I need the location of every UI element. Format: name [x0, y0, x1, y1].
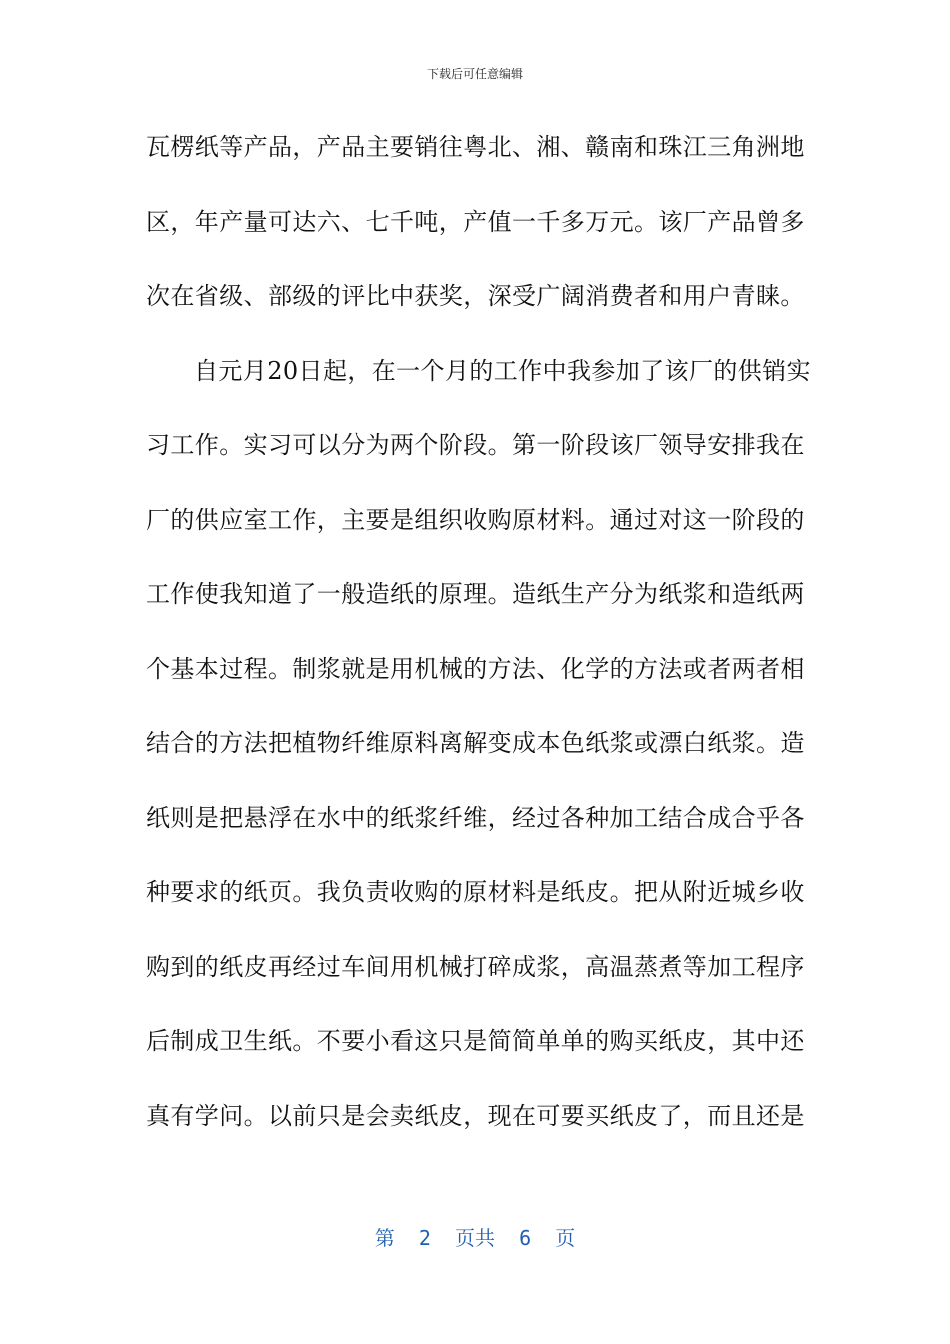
text-line: 次在省级、部级的评比中获奖，深受广阔消费者和用户青睐。: [146, 282, 805, 310]
page-header: 下载后可任意编辑: [426, 67, 523, 81]
paragraph-start-line: 自元月20日起，在一个月的工作中我参加了该厂的供销实: [194, 356, 811, 385]
page-number-footer: 第 2 页共 6 页: [374, 1226, 576, 1250]
text-line: 习工作。实习可以分为两个阶段。第一阶段该厂领导安排我在: [146, 431, 805, 459]
text-line: 纸则是把悬浮在水中的纸浆纤维，经过各种加工结合成合乎各: [146, 803, 805, 832]
text-line: 后制成卫生纸。不要小看这只是简简单单的购买纸皮，其中还: [146, 1027, 805, 1055]
text-line: 区，年产量可达六、七千吨，产值一千多万元。该厂产品曾多: [146, 207, 805, 236]
document-body: [146, 119, 811, 1162]
text-line: 购到的纸皮再经过车间用机械打碎成浆，高温蒸煮等加工程序: [146, 952, 805, 981]
text-line: 种要求的纸页。我负责收购的原材料是纸皮。把从附近城乡收: [146, 878, 805, 906]
text-line: 个基本过程。制浆就是用机械的方法、化学的方法或者两者相: [146, 654, 805, 683]
text-line: 工作使我知道了一般造纸的原理。造纸生产分为纸浆和造纸两: [146, 580, 805, 608]
text-line: 真有学问。以前只是会卖纸皮，现在可要买纸皮了，而且还是: [146, 1101, 805, 1130]
text-line: 瓦楞纸等产品，产品主要销往粤北、湘、赣南和珠江三角洲地: [146, 133, 805, 161]
text-line: 厂的供应室工作，主要是组织收购原材料。通过对这一阶段的: [146, 505, 805, 534]
text-line: 结合的方法把植物纤维原料离解变成本色纸浆或漂白纸浆。造: [146, 729, 805, 757]
